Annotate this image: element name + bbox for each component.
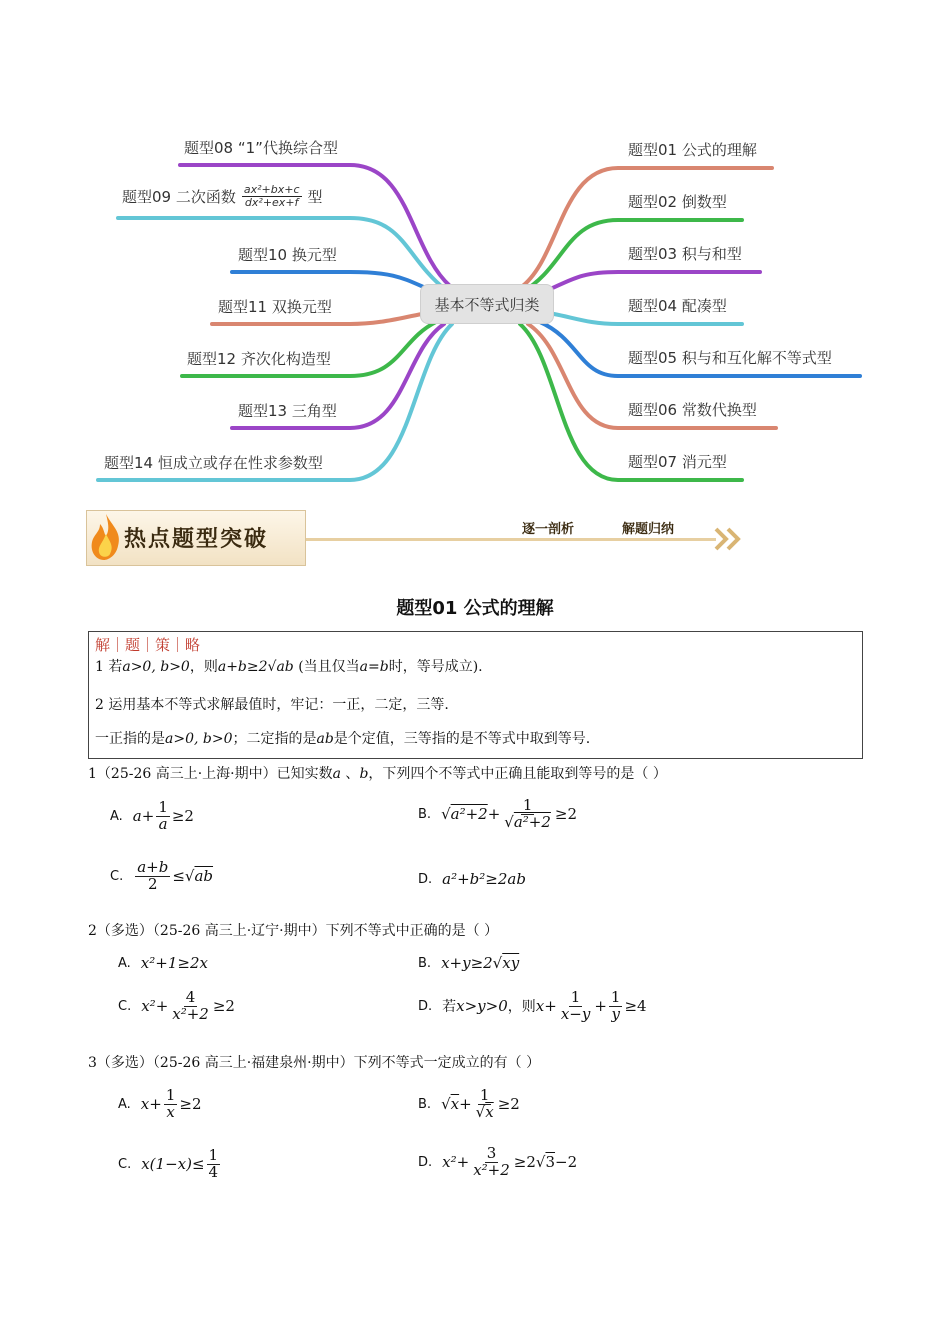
flame-icon <box>88 512 124 562</box>
fraction: $\frac{1}{x}$ <box>165 1086 176 1121</box>
strategy-box <box>88 631 863 759</box>
question-2: 2（多选）（25-26 高三上·辽宁·期中）下列不等式中正确的是（ ） <box>88 923 499 939</box>
text: ，下列四个不等式中正确且能取到等号的是（ ） <box>368 766 667 782</box>
formula: ≥2 <box>171 807 194 826</box>
text: 1（25-26 高三上·上海·期中）已知实数 <box>88 766 333 782</box>
formula: ≥2 <box>212 997 235 1016</box>
fraction: $\frac{1}{√x}$ <box>475 1086 494 1121</box>
branch-right-3 <box>534 272 760 296</box>
mindmap-topic-04: 题型04 配凑型 <box>628 297 727 315</box>
option-label: B. <box>418 1096 432 1112</box>
q3-option-d[interactable] <box>418 1146 577 1179</box>
option-label: A. <box>118 955 131 971</box>
math: a+b≥2√ab <box>217 659 294 675</box>
mindmap-topic-02: 题型02 倒数型 <box>628 193 727 211</box>
formula: ≥2 <box>179 1095 202 1114</box>
text: 是个定值，三等指的是不等式中取到等号. <box>333 731 591 747</box>
fraction: $\frac{a+b}{2}$ <box>137 858 169 893</box>
mindmap-topic-09-label: 题型09 二次函数 <box>122 187 236 206</box>
formula: √x+ <box>441 1095 472 1114</box>
formula: x+ <box>535 997 557 1016</box>
mindmap-topic-05: 题型05 积与和互化解不等式型 <box>628 349 832 367</box>
fraction-denominator: dx²+ex+f <box>244 195 299 209</box>
section-title: 题型01 公式的理解 <box>396 598 554 619</box>
formula: + <box>594 997 607 1016</box>
q1-option-d[interactable] <box>418 870 526 888</box>
fraction-numerator: ax²+bx+c <box>243 183 300 196</box>
fraction: $\frac{1}{x-y}$ <box>560 988 591 1023</box>
formula: ≥2 <box>497 1095 520 1114</box>
q1-option-a[interactable] <box>110 800 194 833</box>
option-label: A. <box>118 1096 131 1112</box>
banner-title: 热点题型突破 <box>124 526 269 552</box>
option-label: D. <box>418 998 433 1014</box>
strategy-heading: 解｜题｜策｜略 <box>95 636 201 654</box>
mindmap-topic-08: 题型08 “1”代换综合型 <box>184 139 338 157</box>
banner-divider <box>306 538 716 541</box>
strategy-line-1 <box>95 656 483 676</box>
formula: x(1−x)≤ <box>141 1155 205 1174</box>
mindmap-topic-06: 题型06 常数代换型 <box>628 401 757 419</box>
mindmap-topic-14: 题型14 恒成立或存在性求参数型 <box>104 454 323 472</box>
question-1 <box>88 763 667 783</box>
formula: a²+b²≥2ab <box>442 870 526 888</box>
option-label: A. <box>110 808 123 824</box>
fraction: $\frac{1}{a}$ <box>158 798 168 833</box>
branch-left-3 <box>232 272 440 294</box>
mindmap-topic-01: 题型01 公式的理解 <box>628 141 757 159</box>
q3-option-a[interactable] <box>118 1088 202 1121</box>
formula: √a²+2+ <box>441 805 501 824</box>
q2-option-c[interactable] <box>118 990 235 1023</box>
fraction: $\frac{1}{y}$ <box>610 988 621 1023</box>
fraction: $\frac{4}{\text{x²+2}}$ <box>172 988 209 1023</box>
option-label: C. <box>110 868 124 884</box>
text: ，则 <box>507 999 536 1016</box>
text: 时，等号成立). <box>388 659 483 675</box>
mindmap-topic-03: 题型03 积与和型 <box>628 245 742 263</box>
fraction: $\frac{1}{\text{√a²+2}}$ <box>504 796 551 831</box>
mindmap-topic-09 <box>122 184 323 208</box>
mindmap-topic-07: 题型07 消元型 <box>628 453 727 471</box>
banner-subtitle-1: 逐一剖析 <box>522 522 575 537</box>
option-label: C. <box>118 1156 132 1172</box>
option-label: D. <box>418 871 433 887</box>
math: a>0, b>0 <box>122 659 190 675</box>
mindmap-center-node: 基本不等式归类 <box>420 284 554 324</box>
text: ，则 <box>189 659 218 675</box>
mindmap-topic-12: 题型12 齐次化构造型 <box>187 350 331 368</box>
mindmap-topic-09-suffix: 型 <box>307 187 323 206</box>
rational-fraction <box>242 184 302 208</box>
formula: x+ <box>140 1095 162 1114</box>
mindmap-topic-11: 题型11 双换元型 <box>218 298 332 316</box>
formula: x²+ <box>141 997 169 1016</box>
hot-topic-banner <box>86 510 746 566</box>
banner-subtitle-2: 解题归纳 <box>622 522 675 537</box>
mindmap-branches <box>0 0 950 500</box>
strategy-line-2: 2 运用基本不等式求解最值时，牢记：一正，二定，三等. <box>95 697 449 713</box>
option-label: C. <box>118 998 132 1014</box>
math: a <box>332 766 341 782</box>
text: (当且仅当 <box>293 659 360 675</box>
text: 若 <box>442 999 457 1016</box>
formula: ≤√ab <box>172 867 214 886</box>
strategy-line-3 <box>95 728 590 748</box>
formula: x²+1≥2x <box>140 954 208 972</box>
option-label: D. <box>418 1154 433 1170</box>
q1-option-c[interactable] <box>110 860 213 893</box>
fraction: $\frac{1}{4}$ <box>208 1146 219 1181</box>
formula: x>y>0 <box>456 997 508 1016</box>
formula: x²+ <box>442 1153 470 1172</box>
math: a>0, b>0 <box>165 731 233 747</box>
question-3: 3（多选）（25-26 高三上·福建泉州·期中）下列不等式一定成立的有（ ） <box>88 1055 541 1071</box>
fraction: $\frac{3}{\text{x²+2}}$ <box>473 1144 510 1179</box>
mindmap-topic-13: 题型13 三角型 <box>238 402 337 420</box>
formula: ≥2 <box>554 805 578 824</box>
math: ab <box>316 731 334 747</box>
q2-option-b[interactable] <box>418 954 519 972</box>
option-label: B. <box>418 806 432 822</box>
q2-option-a[interactable] <box>118 954 208 972</box>
q3-option-b[interactable] <box>418 1088 520 1121</box>
formula: x+y≥2√xy <box>441 954 520 972</box>
q2-option-d[interactable] <box>418 990 647 1023</box>
formula: ≥2√3−2 <box>513 1153 578 1172</box>
q1-option-b[interactable] <box>418 798 577 831</box>
text: 、 <box>340 766 360 782</box>
mindmap-topic-10: 题型10 换元型 <box>238 246 337 264</box>
formula: ≥4 <box>624 997 647 1016</box>
formula: a+ <box>132 807 155 826</box>
text: 一正指的是 <box>95 731 165 747</box>
text: 1 若 <box>95 659 123 675</box>
math: b <box>359 766 369 782</box>
text: ；二定指的是 <box>232 731 317 747</box>
q3-option-c[interactable] <box>118 1148 222 1181</box>
math: a=b <box>359 659 389 675</box>
double-chevron-icon <box>714 526 744 552</box>
option-label: B. <box>418 955 432 971</box>
